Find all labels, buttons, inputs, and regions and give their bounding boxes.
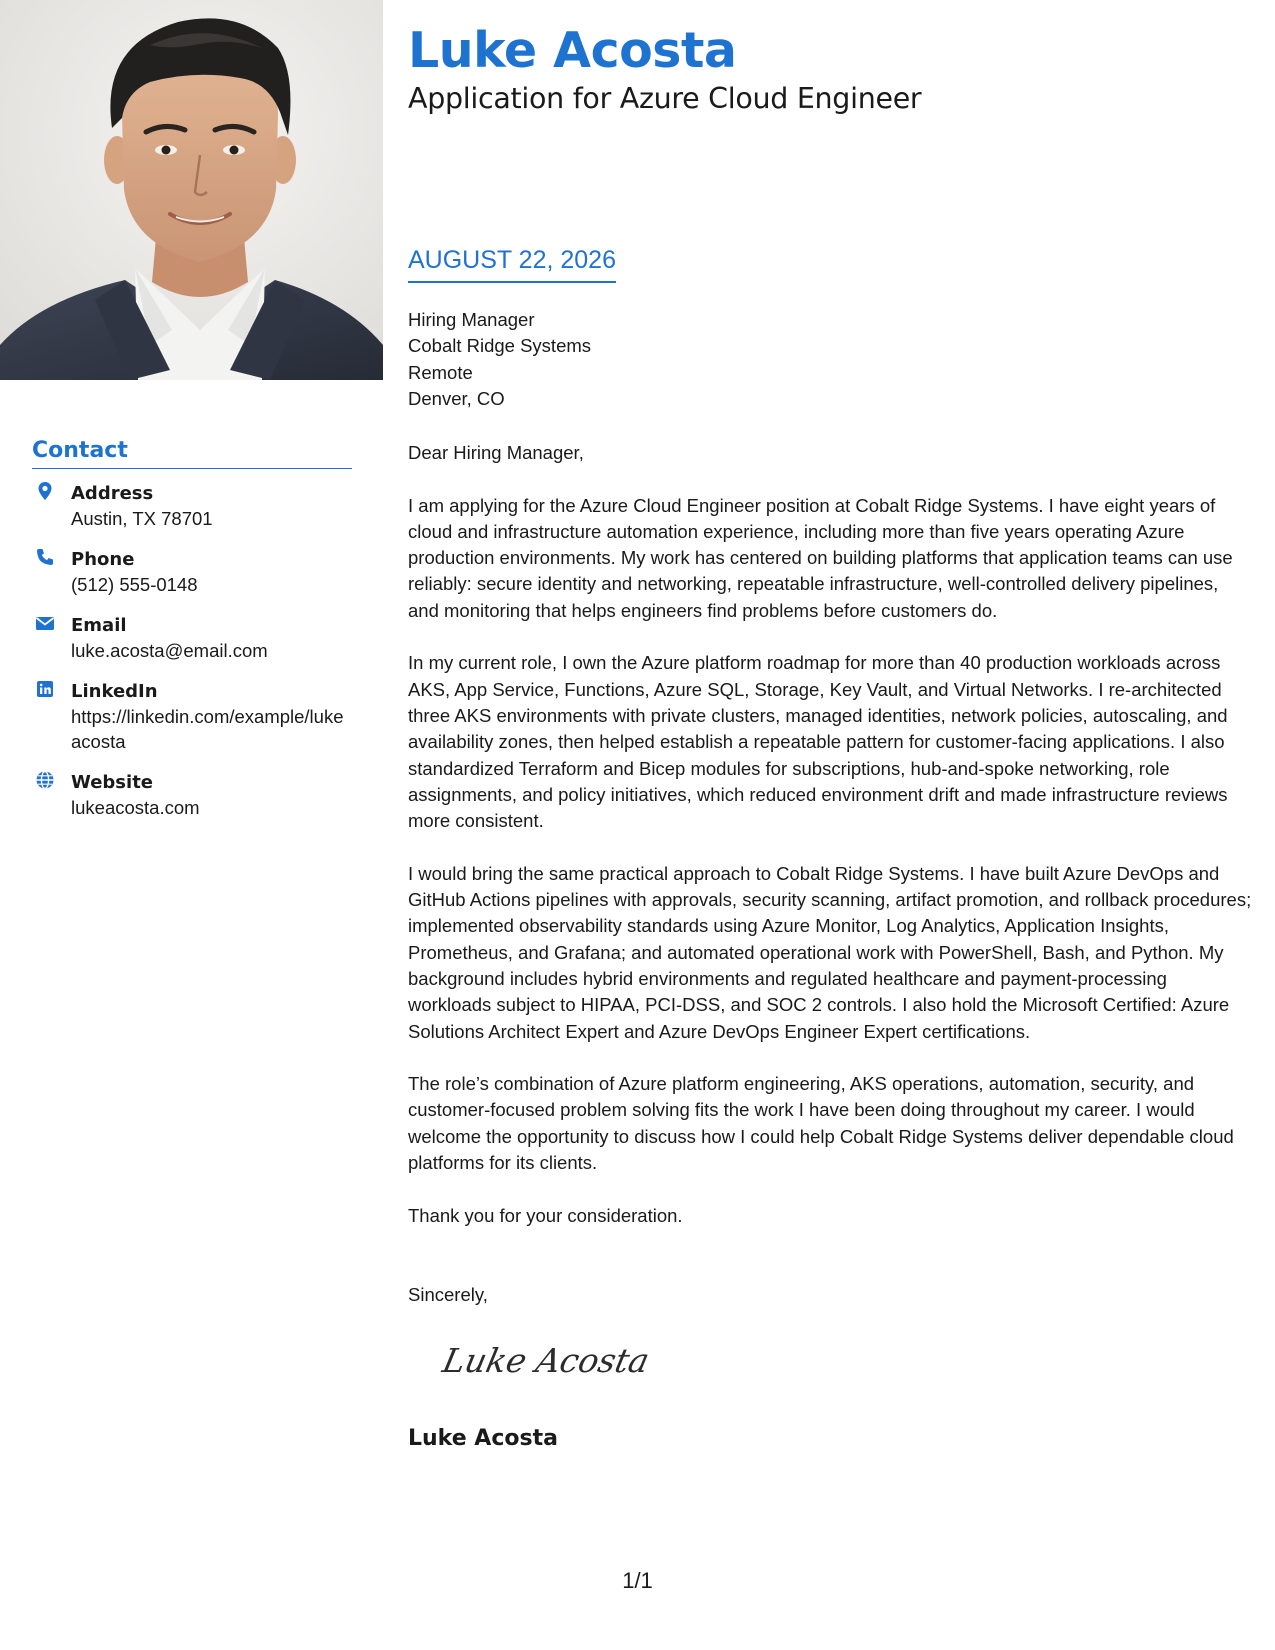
linkedin-icon xyxy=(35,679,55,699)
address-value: Austin, TX 78701 xyxy=(71,508,213,529)
contact-website xyxy=(32,770,352,820)
website-label: Website xyxy=(71,772,154,793)
signed-name: Luke Acosta xyxy=(408,1426,558,1451)
globe-icon xyxy=(35,770,55,790)
phone-label: Phone xyxy=(71,549,135,570)
letter-date: AUGUST 22, 2026 xyxy=(408,246,616,283)
salutation: Dear Hiring Manager, xyxy=(408,442,584,463)
website-link[interactable]: lukeacosta.com xyxy=(71,797,200,818)
contact-address xyxy=(32,481,352,531)
contact-email xyxy=(32,613,352,663)
letter-paragraph: I would bring the same practical approach to Cobalt Ridge Systems. I have built Azure DevOps and GitHub Actions pipelines with approvals, security scanning, artifact promotion, and rollback procedures; implemented observability standards using Azure Monitor, Log Analytics, Application Insights, Prometheus, and Grafana; and automated operational work with PowerShell, Bash, and Python. My background includes hybrid environments and regulated healthcare and payment-processing workloads subject to HIPAA, PCI-DSS, and SOC 2 controls. I also hold the Microsoft Certified: Azure Solutions Architect Expert and Azure DevOps Engineer Expert certifications. xyxy=(408,862,1252,1042)
applicant-name: Luke Acosta xyxy=(408,22,737,79)
recipient-line: Remote xyxy=(408,361,473,383)
application-title: Application for Azure Cloud Engineer xyxy=(408,82,922,115)
email-label: Email xyxy=(71,615,127,636)
recipient-line: Cobalt Ridge Systems xyxy=(408,335,592,357)
letter-paragraph: In my current role, I own the Azure platform roadmap for more than 40 production workloads across AKS, App Service, Functions, Azure SQL, Storage, Key Vault, and Virtual Networks. I re-architected three AKS environments with private clusters, managed identities, network policies, autoscaling, and availability zones, then helped establish a repeatable pattern for customer-facing applications. I also standardized Terraform and Bicep modules for subscriptions, hub-and-spoke networking, role assignments, and policy initiatives, which reduced environment drift and made infrastructure reviews more consistent. xyxy=(408,652,1228,832)
phone-icon xyxy=(35,547,55,567)
contact-sidebar xyxy=(32,438,352,836)
profile-photo xyxy=(0,0,383,380)
recipient-line: Hiring Manager xyxy=(408,309,535,330)
recipient-line: Denver, CO xyxy=(408,387,505,409)
contact-linkedin xyxy=(32,679,352,754)
letter-body xyxy=(408,440,1253,1255)
contact-heading: Contact xyxy=(32,438,352,469)
letter-paragraph: Thank you for your consideration. xyxy=(408,1204,683,1226)
letter-paragraph: I am applying for the Azure Cloud Engineer position at Cobalt Ridge Systems. I have eight years of cloud and infrastructure automation experience, including more than five years operating Azure production environments. My work has centered on building platforms that application teams can use reliably: secure identity and networking, repeatable infrastructure, well-controlled delivery pipelines, and monitoring that helps engineers find problems before customers do. xyxy=(408,494,1233,621)
recipient-block xyxy=(408,307,591,412)
contact-phone xyxy=(32,547,352,597)
handwritten-signature xyxy=(438,1330,668,1390)
email-link[interactable]: luke.acosta@email.com xyxy=(71,640,268,661)
phone-value: (512) 555-0148 xyxy=(71,574,198,595)
map-pin-icon xyxy=(35,481,55,501)
svg-text:Luke Acosta: Luke Acosta xyxy=(439,1341,653,1380)
linkedin-link[interactable]: https://linkedin.com/example/lukeacosta xyxy=(71,706,344,752)
letter-paragraph: The role’s combination of Azure platform engineering, AKS operations, automation, security, and customer-focused problem solving fits the work I have been doing throughout my career. I would welcome the opportunity to discuss how I could help Cobalt Ridge Systems deliver dependable cloud platforms for its clients. xyxy=(408,1073,1234,1174)
envelope-icon xyxy=(35,613,55,633)
closing: Sincerely, xyxy=(408,1284,488,1305)
address-label: Address xyxy=(71,483,154,504)
page-number: 1/1 xyxy=(622,1568,653,1593)
linkedin-label: LinkedIn xyxy=(71,681,158,702)
